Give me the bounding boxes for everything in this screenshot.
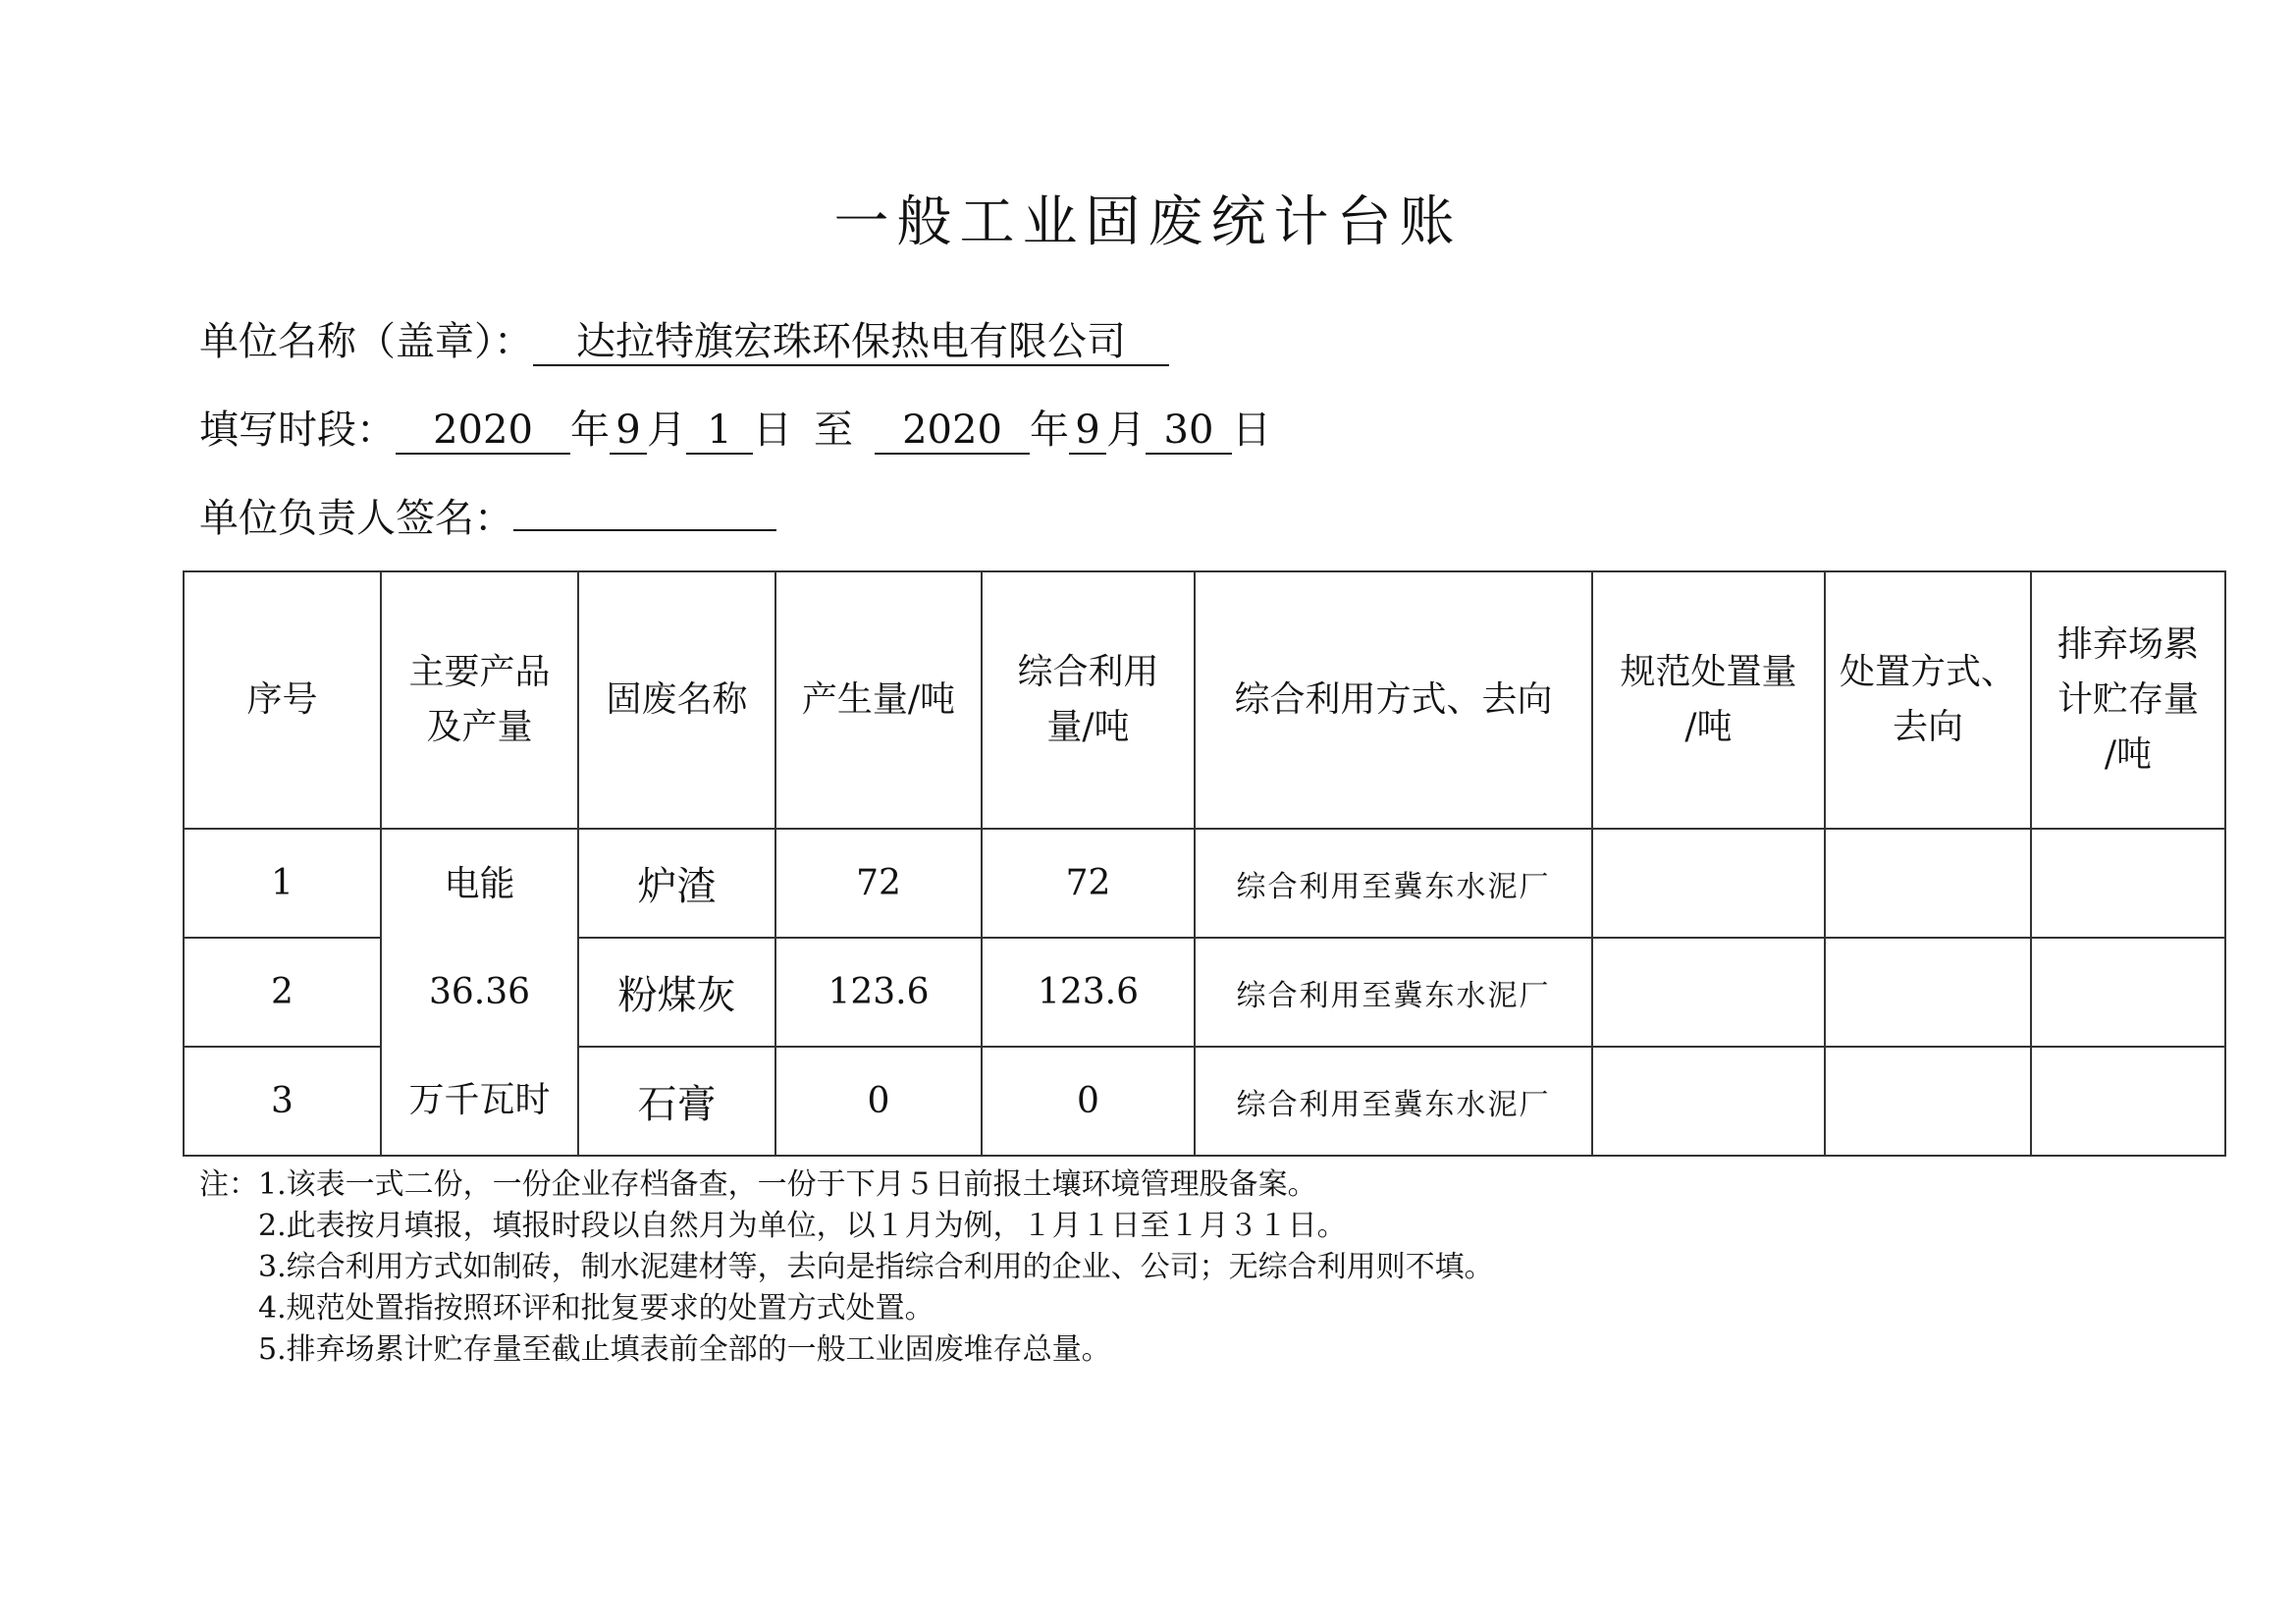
table-header-row xyxy=(184,571,2225,829)
header-disposal-method: 处置方式、 去向 xyxy=(1825,571,2031,829)
to-label: 至 xyxy=(814,407,853,453)
cell-generated: 123.6 xyxy=(775,938,982,1047)
cell-method: 综合利用至冀东水泥厂 xyxy=(1195,938,1592,1047)
cell-utilized: 0 xyxy=(982,1047,1195,1156)
cell-disposed[interactable] xyxy=(1592,829,1825,938)
month-char: 月 xyxy=(647,407,686,453)
table-row xyxy=(184,829,2225,938)
cell-product xyxy=(381,829,578,1156)
cell-method: 综合利用至冀东水泥厂 xyxy=(1195,829,1592,938)
cell-no: 2 xyxy=(184,938,381,1047)
cell-generated: 0 xyxy=(775,1047,982,1156)
cell-disposal-method[interactable] xyxy=(1825,1047,2031,1156)
period-label: 填写时段： xyxy=(199,407,396,453)
note-item: 2.此表按月填报，填报时段以自然月为单位，以１月为例，１月１日至１月３１日。 xyxy=(258,1209,1347,1243)
cell-utilized: 72 xyxy=(982,829,1195,938)
cell-disposal-method[interactable] xyxy=(1825,938,2031,1047)
product-unit: 万千瓦时 xyxy=(408,1079,551,1120)
header-waste-name: 固废名称 xyxy=(578,571,775,829)
cell-generated: 72 xyxy=(775,829,982,938)
month-char: 月 xyxy=(1106,407,1146,453)
header-disposed: 规范处置量 /吨 xyxy=(1592,571,1825,829)
cell-waste-name: 炉渣 xyxy=(578,829,775,938)
year-char: 年 xyxy=(570,407,610,453)
year-char: 年 xyxy=(1030,407,1069,453)
cell-storage[interactable] xyxy=(2031,829,2225,938)
waste-ledger-table xyxy=(183,570,2226,1157)
start-day-field[interactable]: 1 xyxy=(686,407,753,455)
header-no: 序号 xyxy=(184,571,381,829)
cell-no: 3 xyxy=(184,1047,381,1156)
start-year-field[interactable]: 2020 xyxy=(396,407,570,455)
start-month-field[interactable]: 9 xyxy=(610,407,647,455)
header-method: 综合利用方式、去向 xyxy=(1195,571,1592,829)
cell-storage[interactable] xyxy=(2031,938,2225,1047)
end-year-field[interactable]: 2020 xyxy=(875,407,1030,455)
note-item: 注：1.该表一式二份，一份企业存档备查，一份于下月５日前报土壤环境管理股备案。 xyxy=(199,1167,1317,1202)
unit-name-label: 单位名称（盖章）： xyxy=(199,319,533,364)
note-item: 5.排弃场累计贮存量至截止填表前全部的一般工业固废堆存总量。 xyxy=(258,1332,1111,1367)
end-month-field[interactable]: 9 xyxy=(1069,407,1106,455)
cell-waste-name: 石膏 xyxy=(578,1047,775,1156)
day-char: 日 xyxy=(753,407,792,453)
cell-utilized: 123.6 xyxy=(982,938,1195,1047)
day-char: 日 xyxy=(1232,407,1271,453)
end-day-field[interactable]: 30 xyxy=(1146,407,1232,455)
cell-waste-name: 粉煤灰 xyxy=(578,938,775,1047)
signature-label: 单位负责人签名： xyxy=(199,496,513,541)
cell-disposed[interactable] xyxy=(1592,1047,1825,1156)
product-amount: 36.36 xyxy=(428,971,531,1012)
header-storage: 排弃场累 计贮存量 /吨 xyxy=(2031,571,2225,829)
product-name: 电能 xyxy=(444,863,515,904)
cell-disposal-method[interactable] xyxy=(1825,829,2031,938)
cell-method: 综合利用至冀东水泥厂 xyxy=(1195,1047,1592,1156)
header-product: 主要产品 及产量 xyxy=(381,571,578,829)
header-generated: 产生量/吨 xyxy=(775,571,982,829)
cell-disposed[interactable] xyxy=(1592,938,1825,1047)
header-utilized: 综合利用 量/吨 xyxy=(982,571,1195,829)
note-item: 3.综合利用方式如制砖，制水泥建材等，去向是指综合利用的企业、公司；无综合利用则不填。 xyxy=(258,1250,1494,1284)
unit-name-row xyxy=(199,316,1169,367)
cell-storage[interactable] xyxy=(2031,1047,2225,1156)
note-item: 4.规范处置指按照环评和批复要求的处置方式处置。 xyxy=(258,1291,934,1326)
document-title: 一般工业固废统计台账 xyxy=(833,190,1463,254)
cell-no: 1 xyxy=(184,829,381,938)
notes xyxy=(199,1164,1494,1371)
signature-field[interactable] xyxy=(513,529,776,531)
period-row xyxy=(199,405,1271,456)
unit-name-value[interactable]: 达拉特旗宏珠环保热电有限公司 xyxy=(533,319,1169,366)
signature-row xyxy=(199,493,776,544)
